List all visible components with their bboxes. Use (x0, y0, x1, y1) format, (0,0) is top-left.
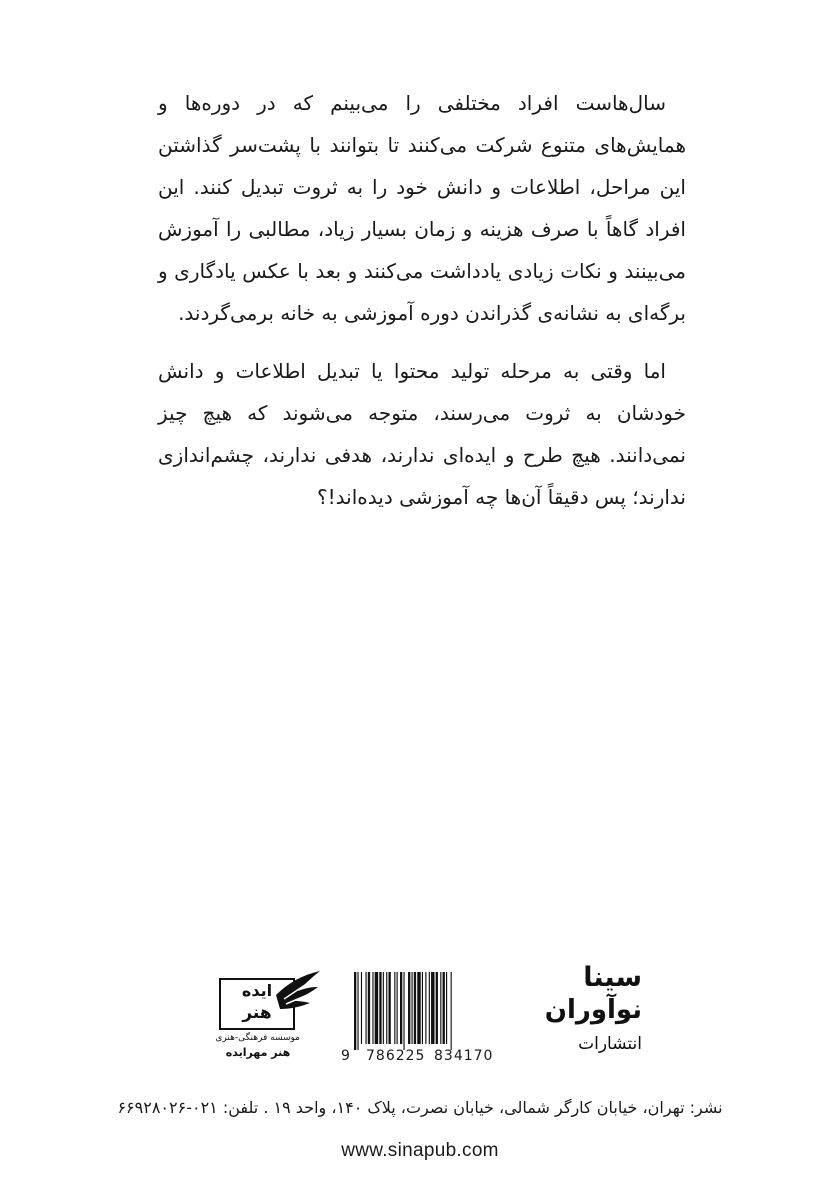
barcode-bar (372, 972, 373, 1044)
barcode-bar (361, 972, 362, 1044)
publisher-address: نشر: تهران، خیابان کارگر شمالی، خیابان نصرت، پلاک ۱۴۰، واحد ۱۹ . تلفن: ۰۲۱-۶۶۹۲۸۰۲۶ (117, 1098, 723, 1117)
isbn-barcode (338, 968, 508, 1070)
logo-left-word-1: ایده (241, 981, 273, 1000)
barcode-bar (366, 972, 367, 1044)
barcode-bar (354, 972, 356, 1050)
barcode-bar (379, 972, 381, 1044)
barcode-bar (397, 972, 398, 1044)
barcode-bar (357, 972, 358, 1050)
logo-left-word-2: هنر (242, 1003, 272, 1023)
barcode-bar (440, 972, 441, 1044)
honar-mehr-ideh-logo (215, 965, 322, 1065)
barcode-bar (436, 972, 438, 1044)
isbn-group-1: 786225 (366, 1048, 426, 1064)
barcode-bar (403, 972, 404, 1050)
barcode-bar (451, 972, 452, 1050)
barcode-bar (408, 972, 410, 1044)
logo-left-subtitle-1: موسسه فرهنگی-هنری (215, 1033, 300, 1043)
barcode-bar (386, 972, 387, 1044)
barcode-bar (368, 972, 370, 1044)
body-text (158, 82, 686, 534)
barcode-bar (425, 972, 426, 1044)
barcode-bar (417, 972, 420, 1044)
barcode-bar (400, 972, 402, 1044)
barcode-bar (389, 972, 391, 1044)
logo-left-subtitle-2: هنر مهرایده (225, 1046, 291, 1059)
isbn-group-2: 834170 (434, 1048, 494, 1064)
barcode-bar (446, 972, 447, 1044)
barcode-bar (422, 972, 423, 1044)
barcode-bar (443, 972, 445, 1044)
barcode-bar (414, 972, 416, 1044)
logo-right-line-2: نوآوران (544, 995, 642, 1025)
isbn-lead-digit: 9 (341, 1048, 350, 1064)
wing-icon (218, 965, 322, 1035)
barcode-bar (431, 972, 434, 1044)
barcode-bars (354, 972, 504, 1050)
sina-publisher-logo (546, 962, 642, 1072)
logo-right-line-1: سینا (583, 962, 642, 993)
logo-right-line-3: انتشارات (578, 1034, 642, 1054)
barcode-bar (383, 972, 384, 1044)
barcode-bar (394, 972, 395, 1044)
barcode-bar (412, 972, 413, 1044)
paragraph-2: اما وقتی به مرحله تولید محتوا یا تبدیل اطلاعات و دانش خودشان به ثروت می‌رسند، متوجه می‌شوند که هیچ چیز نمی‌دانند. هیچ طرح و ایده‌ای ندارند، هدفی ندارند، چشم‌اندازی ندارند؛ پس دقیقاً آن‌ها چه آموزشی دیده‌اند!؟ (158, 359, 686, 509)
paragraph-1: سال‌هاست افراد مختلفی را می‌بینم که در دوره‌ها و همایش‌های متنوع شرکت می‌کنند تا بتوانند با پشت‌سر گذاشتن این مراحل، اطلاعات و دانش خود را به ثروت تبدیل کنند. این افراد گاهاً با صرف هزینه و زمان بسیار زیاد، مطالبی را آموزش می‌بینند و نکات زیادی یادداشت می‌کنند و بعد با عکس یادگاری و برگه‌ای به نشانه‌ی گذراندن دوره آموزشی به خانه برمی‌گردند. (158, 91, 686, 325)
barcode-bar (375, 972, 378, 1044)
barcode-bar (429, 972, 430, 1044)
publisher-website: www.sinapub.com (341, 1140, 499, 1161)
